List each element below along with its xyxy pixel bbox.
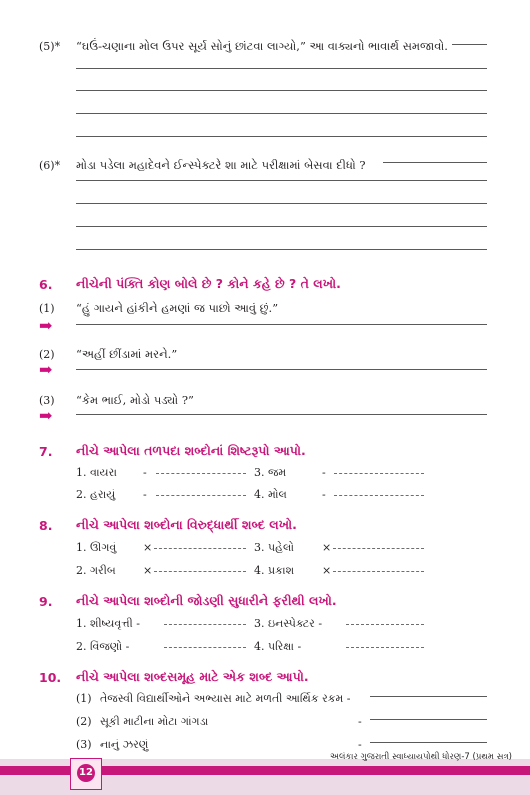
- s10-dash: -: [358, 715, 362, 728]
- s8-item: 1. ઊગવું: [76, 541, 117, 554]
- s8-item: 4. પ્રકાશ: [254, 564, 295, 577]
- s7-dash: -: [322, 466, 326, 479]
- section-8-number: 8.: [39, 518, 53, 533]
- section-7-title: નીચે આપેલા તળપદા શબ્દોનાં શિષ્ટરૂપો આપો.: [76, 443, 306, 458]
- s7-answer-line[interactable]: [334, 495, 424, 496]
- page-number: 12: [77, 764, 95, 782]
- s10-answer-line[interactable]: [370, 719, 487, 720]
- q6-answer-line[interactable]: [76, 203, 487, 204]
- s7-item: 4. મોલ: [254, 488, 287, 501]
- q6-text: મોડા પડેલા મહાદેવને ઈન્સ્પેક્ટરે શા માટે પરીક્ષામાં બેસવા દીધો ?: [76, 158, 366, 172]
- q6-answer-line[interactable]: [383, 162, 487, 163]
- s7-item: 3. જમ: [254, 466, 287, 479]
- s8-answer-line[interactable]: [154, 548, 246, 549]
- q5-answer-line[interactable]: [76, 113, 487, 114]
- s10-item-text: નાનું ઝરણું: [100, 738, 149, 751]
- q5-text: “ઘઉં-ચણાના મોલ ઉપર સૂર્ય સોનું છાંટવા લાગ્યો,” આ વાક્યનો ભાવાર્થ સમજાવો.: [76, 39, 448, 53]
- s10-item-text: તેજસ્વી વિદ્યાર્થીઓને અભ્યાસ માટે મળતી આર્થિક રકમ -: [100, 692, 351, 705]
- s10-item-number: (3): [76, 738, 92, 751]
- arrow-right-icon: ➡: [39, 360, 53, 379]
- s10-dash: -: [358, 738, 362, 751]
- q5-answer-line[interactable]: [452, 44, 487, 45]
- s6-answer-line[interactable]: [76, 414, 487, 415]
- section-10-number: 10.: [39, 670, 62, 685]
- s6-item-text: “અહીં છીંડામાં મરને.”: [76, 347, 178, 361]
- s8-item: 3. પહેલો: [254, 541, 295, 554]
- s6-item-number: (1): [39, 302, 55, 315]
- s10-answer-line[interactable]: [370, 696, 487, 697]
- s7-dash: -: [322, 488, 326, 501]
- section-10-title: નીચે આપેલા શબ્દસમૂહ માટે એક શબ્દ આપો.: [76, 669, 309, 684]
- s9-item: 4. પરિક્ષા -: [254, 640, 302, 653]
- arrow-right-icon: ➡: [39, 406, 53, 425]
- s8-answer-line[interactable]: [154, 571, 246, 572]
- q6-answer-line[interactable]: [76, 226, 487, 227]
- s6-item-text: “કેમ ભાઈ, મોડો પડ્યો ?”: [76, 393, 194, 407]
- q5-answer-line[interactable]: [76, 68, 487, 69]
- s9-answer-line[interactable]: [164, 624, 246, 625]
- section-9-number: 9.: [39, 594, 53, 609]
- s7-answer-line[interactable]: [334, 473, 424, 474]
- s8-cross: ×: [322, 564, 332, 577]
- s7-answer-line[interactable]: [156, 473, 246, 474]
- s9-answer-line[interactable]: [346, 647, 424, 648]
- s6-answer-line[interactable]: [76, 324, 487, 325]
- s10-answer-line[interactable]: [370, 742, 487, 743]
- s6-item-text: “હું ગાયને હાંકીને હમણાં જ પાછો આવું છું.”: [76, 301, 279, 315]
- s7-item: 1. વાયરા: [76, 466, 117, 479]
- s8-answer-line[interactable]: [333, 548, 424, 549]
- s6-item-number: (3): [39, 394, 55, 407]
- section-6-number: 6.: [39, 277, 53, 292]
- q6-answer-line[interactable]: [76, 180, 487, 181]
- q6-number: (6)*: [39, 159, 61, 172]
- section-7-number: 7.: [39, 444, 53, 459]
- s8-answer-line[interactable]: [333, 571, 424, 572]
- s7-dash: -: [143, 466, 147, 479]
- s7-dash: -: [143, 488, 147, 501]
- s10-item-text: સૂકી માટીના મોટા ગાંગડા: [100, 715, 209, 728]
- s8-cross: ×: [143, 541, 153, 554]
- section-8-title: નીચે આપેલા શબ્દોના વિરુદ્ધાર્થી શબ્દ લખો.: [76, 517, 297, 532]
- s8-cross: ×: [143, 564, 153, 577]
- s10-item-number: (1): [76, 692, 92, 705]
- s6-item-number: (2): [39, 348, 55, 361]
- q6-answer-line[interactable]: [76, 249, 487, 250]
- s9-item: 3. ઇનસ્પેક્ટર -: [254, 617, 323, 630]
- s10-item-number: (2): [76, 715, 92, 728]
- s9-item: 2. વિંજણો -: [76, 640, 130, 653]
- section-6-title: નીચેની પંક્તિ કોણ બોલે છે ? કોને કહે છે ? તે લખો.: [76, 276, 341, 291]
- book-title: અલંકાર ગુજરાતી સ્વાધ્યાયપોથી ધોરણ-7 (પ્રથમ સત્ર): [329, 752, 512, 762]
- arrow-right-icon: ➡: [39, 316, 53, 335]
- q5-answer-line[interactable]: [76, 90, 487, 91]
- s7-item: 2. હરાયું: [76, 488, 116, 501]
- s7-answer-line[interactable]: [156, 495, 246, 496]
- q5-number: (5)*: [39, 40, 61, 53]
- s9-item: 1. શીષ્યવૃત્તી -: [76, 617, 140, 630]
- q5-answer-line[interactable]: [76, 136, 487, 137]
- s8-cross: ×: [322, 541, 332, 554]
- section-9-title: નીચે આપેલા શબ્દોની જોડણી સુધારીને ફરીથી લખો.: [76, 593, 337, 608]
- s9-answer-line[interactable]: [346, 624, 424, 625]
- s6-answer-line[interactable]: [76, 369, 487, 370]
- s8-item: 2. ગરીબ: [76, 564, 116, 577]
- s9-answer-line[interactable]: [164, 647, 246, 648]
